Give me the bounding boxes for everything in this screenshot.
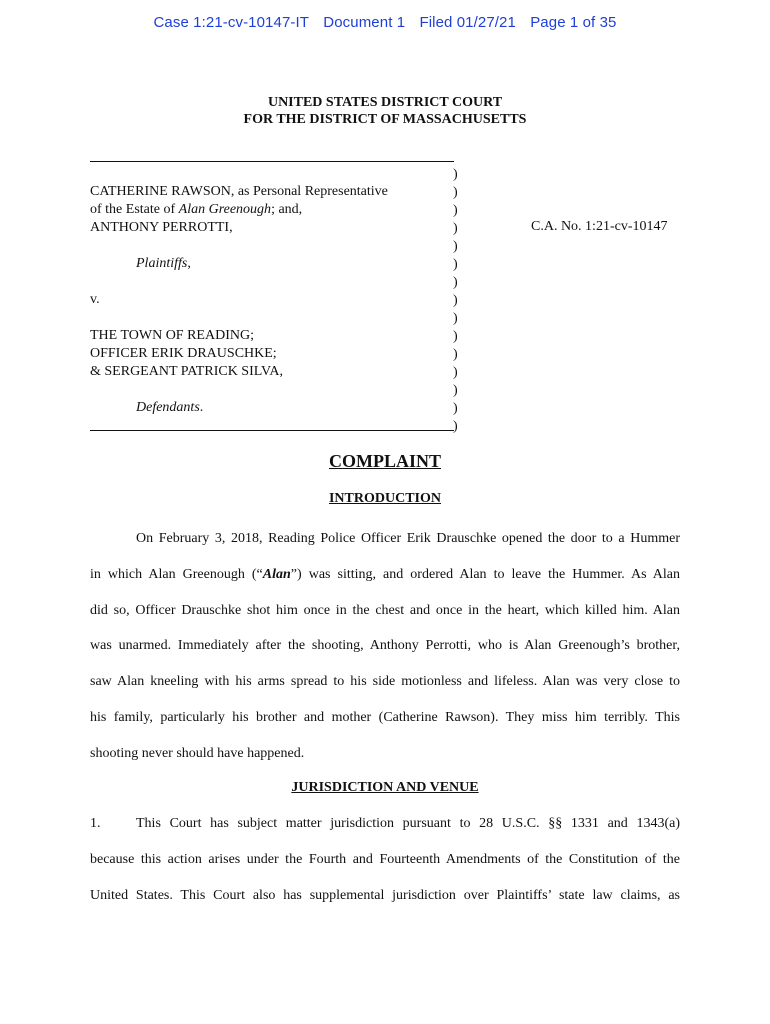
page-count-stamp: Page 1 of 35 <box>530 14 617 31</box>
jurisdiction-line: United States. This Court also has supplemental jurisdiction over Plaintiffs’ state law claims, as <box>90 887 680 903</box>
plaintiff-line-1: CATHERINE RAWSON, as Personal Representative <box>90 184 388 199</box>
intro-line: saw Alan kneeling with his arms spread to his side motionless and lifeless. Alan was very close to <box>90 674 680 690</box>
court-district: FOR THE DISTRICT OF MASSACHUSETTS <box>243 112 527 127</box>
caption-bottom-rule <box>90 430 454 431</box>
case-header-stamp <box>0 14 770 31</box>
intro-line: did so, Officer Drauschke shot him once in the chest and once in the heart, which killed him. Alan <box>90 602 680 618</box>
defendants-label: Defendants. <box>136 400 204 415</box>
decedent-name: Alan Greenough <box>178 202 272 217</box>
plaintiff-line-2: of the Estate of Alan Greenough; and, <box>90 202 303 217</box>
case-number-stamp: Case 1:21-cv-10147-IT <box>153 14 310 31</box>
introduction-paragraph <box>90 521 680 772</box>
defendant-line-1: THE TOWN OF READING; <box>90 328 254 343</box>
intro-line: in which Alan Greenough (“Alan”) was sitting, and ordered Alan to leave the Hummer. As Alan <box>90 566 681 582</box>
intro-line: his family, particularly his brother and mother (Catherine Rawson). They miss him terribly. This <box>90 709 680 725</box>
caption-paren-column: ) ) ) ) ) ) ) ) ) ) ) ) ) ) ) <box>453 167 458 434</box>
jurisdiction-paragraph-1 <box>90 806 680 913</box>
intro-line: was unarmed. Immediately after the shooting, Anthony Perrotti, who is Alan Greenough’s brother, <box>90 638 680 654</box>
intro-line: On February 3, 2018, Reading Police Officer Erik Drauschke opened the door to a Hummer <box>136 531 680 546</box>
defendant-line-2: OFFICER ERIK DRAUSCHKE; <box>90 346 277 361</box>
jurisdiction-line: 1. This Court has subject matter jurisdiction pursuant to 28 U.S.C. §§ 1331 and 1343(a) <box>90 806 680 842</box>
paragraph-number: 1. <box>90 816 101 831</box>
jurisdiction-heading: JURISDICTION AND VENUE <box>291 780 479 795</box>
document-title: COMPLAINT <box>329 451 441 471</box>
defendant-line-3: & SERGEANT PATRICK SILVA, <box>90 364 283 379</box>
plaintiff-line-3: ANTHONY PERROTTI, <box>90 220 233 235</box>
document-number-stamp: Document 1 <box>323 14 406 31</box>
court-name: UNITED STATES DISTRICT COURT <box>267 95 503 110</box>
jurisdiction-line: because this action arises under the Fourth and Fourteenth Amendments of the Constitution of the <box>90 851 680 867</box>
plaintiffs-label: Plaintiffs, <box>136 256 191 271</box>
case-caption-parties <box>90 183 450 417</box>
versus-label: v. <box>90 292 100 307</box>
court-heading <box>0 94 770 128</box>
introduction-heading: INTRODUCTION <box>328 491 441 506</box>
civil-action-number: C.A. No. 1:21-cv-10147 <box>531 219 668 234</box>
intro-line: shooting never should have happened. <box>90 745 305 761</box>
caption-top-rule <box>90 161 454 162</box>
filed-date-stamp: Filed 01/27/21 <box>419 14 516 31</box>
